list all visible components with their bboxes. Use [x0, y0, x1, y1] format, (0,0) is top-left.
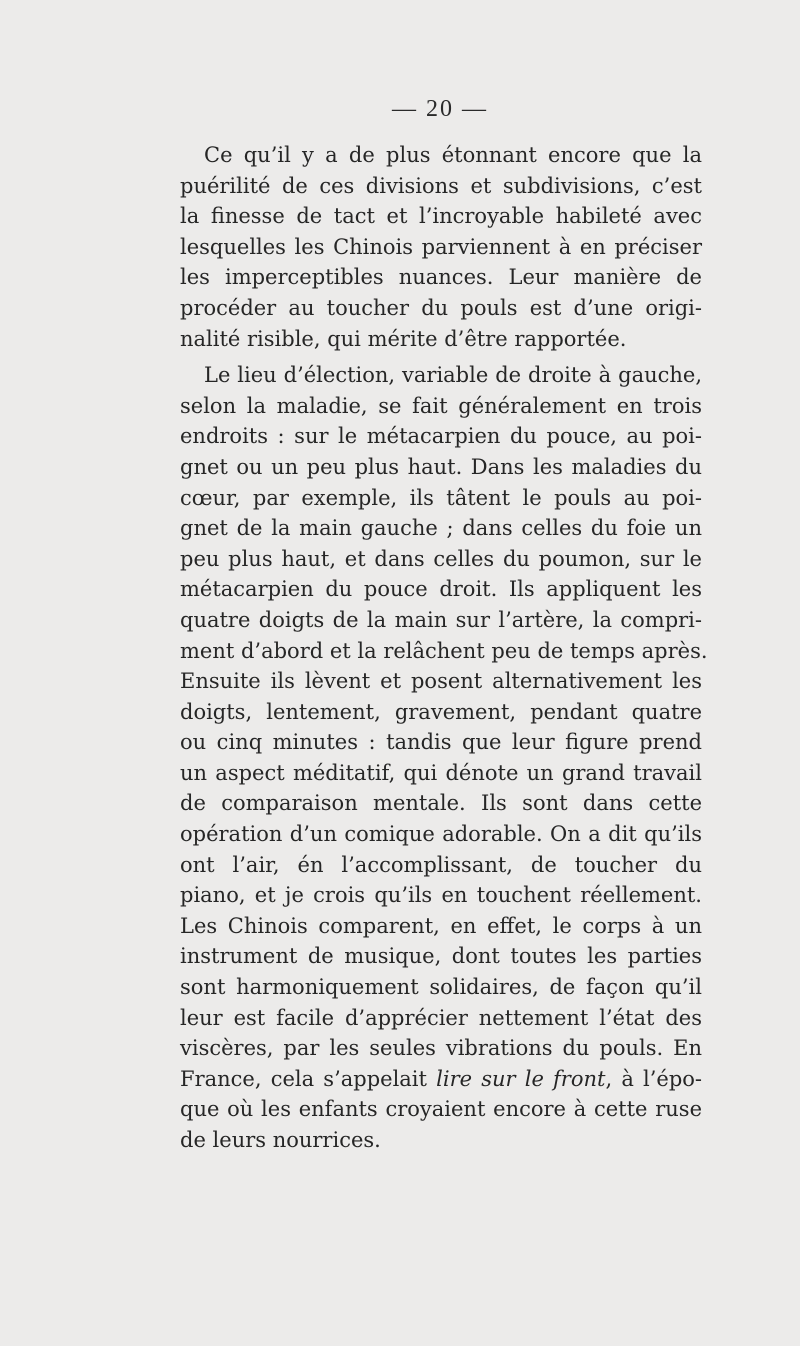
text-line: de comparaison mentale. Ils sont dans cette	[180, 791, 702, 816]
page-number: — 20 —	[392, 96, 488, 122]
text-line: opération d’un comique adorable. On a dit qu’ils	[180, 822, 702, 847]
text-line: un aspect méditatif, qui dénote un grand travail	[180, 760, 702, 785]
text-line: lesquelles les Chinois parviennent à en préciser	[180, 234, 702, 259]
text-line: sont harmoniquement solidaires, de façon qu’il	[180, 975, 702, 1000]
text-line: procéder au toucher du pouls est d’une origi-	[180, 295, 702, 320]
text-line: ont l’air, én l’accomplissant, de toucher du	[180, 852, 702, 877]
text-line: doigts, lentement, gravement, pendant quatre	[180, 699, 702, 724]
paragraph-1	[180, 140, 702, 354]
text-line: les imperceptibles nuances. Leur manière de	[180, 265, 702, 290]
text-line: cœur, par exemple, ils tâtent le pouls au poi-	[180, 485, 702, 510]
text-line: Ce qu’il y a de plus étonnant encore que la	[204, 143, 702, 167]
text-line: leur est facile d’apprécier nettement l’état des	[180, 1005, 702, 1030]
text-line: instrument de musique, dont toutes les parties	[180, 944, 702, 969]
text-line: Ensuite ils lèvent et posent alternativement les	[180, 669, 702, 694]
text-line: Le lieu d’élection, variable de droite à gauche,	[204, 363, 702, 388]
text-line: viscères, par les seules vibrations du pouls. En	[180, 1036, 702, 1061]
text-line: piano, et je crois qu’ils en touchent réellement.	[180, 883, 702, 908]
paragraph-2	[180, 360, 708, 1155]
text-line: nalité risible, qui mérite d’être rapportée.	[180, 326, 627, 351]
text-line: la finesse de tact et l’incroyable habileté avec	[180, 204, 702, 229]
text-line: ou cinq minutes : tandis que leur figure prend	[180, 730, 702, 755]
text-line: métacarpien du pouce droit. Ils appliquent les	[180, 577, 702, 602]
body-text	[180, 140, 708, 1156]
text-line: endroits : sur le métacarpien du pouce, au poi-	[180, 424, 702, 449]
text-run: France, cela s’appelait	[180, 1066, 437, 1091]
text-line: gnet de la main gauche ; dans celles du foie un	[180, 516, 702, 541]
text-line: que où les enfants croyaient encore à cette ruse	[180, 1097, 702, 1122]
text-line: Les Chinois comparent, en effet, le corps à un	[180, 913, 702, 938]
text-line: quatre doigts de la main sur l’artère, la compri-	[180, 607, 702, 632]
text-line: de leurs nourrices.	[180, 1128, 381, 1152]
text-line: puérilité de ces divisions et subdivisions, c’est	[180, 173, 702, 198]
italic-phrase: lire sur le front	[436, 1066, 606, 1091]
text-line: ment d’abord et la relâchent peu de temps après.	[180, 638, 708, 663]
text-run: , à l’épo-	[605, 1066, 703, 1091]
text-line: gnet ou un peu plus haut. Dans les maladies du	[180, 454, 702, 479]
text-line-with-italic	[180, 1064, 702, 1095]
text-line: peu plus haut, et dans celles du poumon, sur le	[180, 546, 702, 571]
text-line: selon la maladie, se fait généralement en trois	[180, 393, 702, 418]
